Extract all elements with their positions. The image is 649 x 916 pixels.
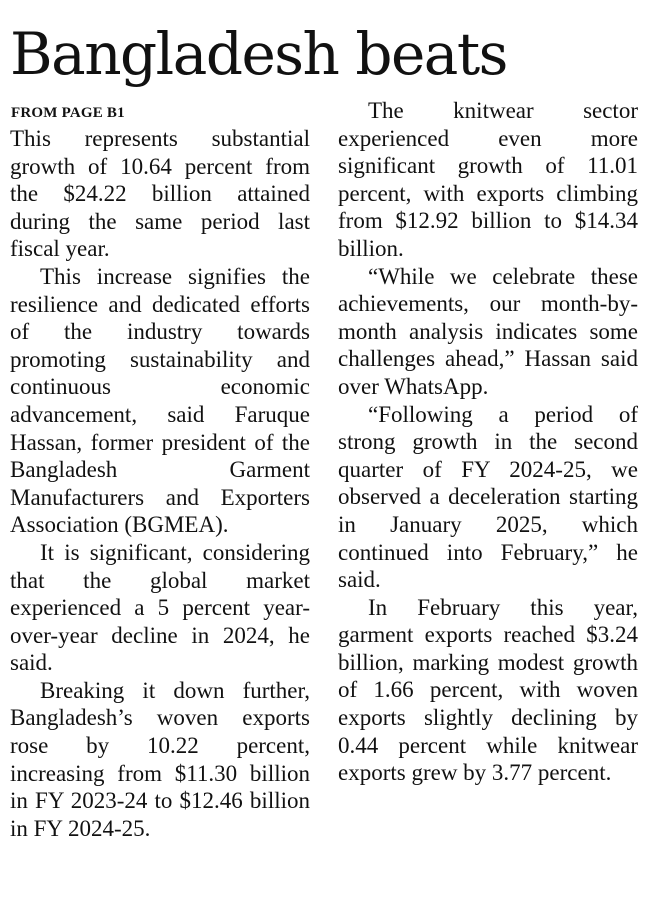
article-paragraph: Breaking it down further, Bangladesh’s woven exports rose by 10.22 percent, increasing from $11.30 billion in FY 2023-24 to $12.46 billion in FY 2024-25. [10, 677, 310, 841]
article-paragraph: “Following a period of strong growth in the second quarter of FY 2024-25, we observed a deceleration starting in January 2025, which continued into February,” he said. [338, 401, 638, 593]
article-paragraph: It is significant, considering that the global market experienced a 5 percent year-over-year decline in 2024, he said. [10, 539, 310, 676]
headline: Bangladesh beats [10, 20, 507, 88]
article-column-left [10, 125, 310, 842]
article-paragraph: “While we celebrate these achievements, our month-by-month analysis indicates some challenges ahead,” Hassan said over WhatsApp. [338, 263, 638, 399]
article-column-right [338, 97, 638, 787]
article-paragraph: In February this year, garment exports reached $3.24 billion, marking modest growth of 1.66 percent, with woven exports slightly declining by 0.44 percent while knitwear exports grew by 3.77 percent. [338, 594, 638, 786]
article-paragraph: This represents substantial growth of 10.64 percent from the $24.22 billion attained during the same period last fiscal year. [10, 126, 310, 262]
article-paragraph: This increase signifies the resilience and dedicated efforts of the industry towards promoting sustainability and continuous economic advancement, said Faruque Hassan, former president of the Bangladesh Garment Manufacturers and Exporters Association (BGMEA). [10, 263, 310, 538]
continued-from-label: FROM PAGE B1 [11, 105, 125, 121]
article-paragraph: The knitwear sector experienced even more significant growth of 11.01 percent, with exports climbing from $12.92 billion to $14.34 billion. [338, 98, 638, 261]
